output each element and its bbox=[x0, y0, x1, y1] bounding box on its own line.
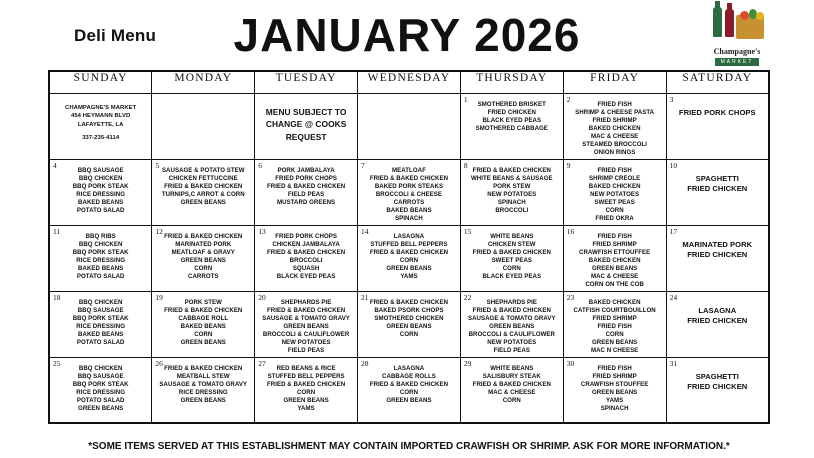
menu-item: STUFFED BELL PEPPERS bbox=[267, 372, 345, 380]
menu-item-list bbox=[152, 292, 254, 347]
day-number: 7 bbox=[361, 160, 365, 170]
menu-item: YAMS bbox=[606, 396, 624, 404]
calendar-day-cell bbox=[358, 225, 461, 291]
menu-item: CORN bbox=[502, 396, 521, 404]
menu-item: FRIED PORK CHOPS bbox=[678, 107, 756, 117]
menu-item: BROCCOLI & CHEESE bbox=[375, 190, 443, 198]
menu-item: BAKED BEANS bbox=[78, 198, 124, 206]
menu-item: BAKED PORK STEAKS bbox=[374, 182, 444, 190]
menu-item: FRIED SHRIMP bbox=[592, 372, 637, 380]
menu-item: BAKED CHICKEN bbox=[588, 124, 641, 132]
menu-item: LASAGNA bbox=[393, 364, 425, 372]
menu-item-list bbox=[667, 226, 768, 261]
menu-item-list bbox=[358, 160, 460, 223]
month-title: JANUARY 2026 bbox=[233, 9, 581, 61]
calendar-day-cell bbox=[358, 93, 461, 159]
calendar-week-row bbox=[49, 93, 769, 159]
day-number: 2 bbox=[566, 94, 571, 104]
menu-item: GREEN BEANS bbox=[386, 396, 432, 404]
menu-item: FRIED FISH bbox=[597, 322, 632, 330]
calendar-day-cell bbox=[255, 225, 358, 291]
calendar-day-cell bbox=[563, 159, 666, 225]
menu-item: BAKED BEANS bbox=[180, 322, 226, 330]
menu-item-list bbox=[564, 160, 666, 223]
day-number: 10 bbox=[669, 160, 678, 170]
logo-subtitle: MARKET bbox=[715, 58, 760, 66]
menu-item: SAUSAGE & TOMATO GRAVY bbox=[467, 314, 556, 322]
menu-item: FIELD PEAS bbox=[287, 190, 325, 198]
calendar-week-row bbox=[49, 159, 769, 225]
menu-item: SPINACH bbox=[497, 198, 526, 206]
menu-item: GREEN BEANS bbox=[180, 396, 226, 404]
menu-item: BBQ PORK STEAK bbox=[72, 380, 129, 388]
menu-item: CHICKEN JAMBALAYA bbox=[272, 240, 340, 248]
menu-item: FRIED & BAKED CHICKEN bbox=[164, 306, 243, 314]
menu-item: CRAWFISH ETTOUFFEE bbox=[579, 248, 651, 256]
day-number: 16 bbox=[566, 226, 575, 236]
day-number: 15 bbox=[463, 226, 472, 236]
menu-item-list bbox=[50, 358, 151, 413]
calendar-day-cell bbox=[460, 93, 563, 159]
menu-item-list bbox=[152, 94, 254, 101]
day-number: 31 bbox=[669, 358, 678, 368]
menu-item: RICE DRESSING bbox=[76, 388, 126, 396]
menu-item: CORN bbox=[399, 388, 419, 396]
calendar-day-cell bbox=[49, 159, 152, 225]
menu-item: RICE DRESSING bbox=[76, 256, 126, 264]
menu-item-list bbox=[50, 226, 151, 281]
menu-item: SAUSAGE & TOMATO GRAVY bbox=[159, 380, 248, 388]
calendar-week-row bbox=[49, 225, 769, 291]
menu-item: FIELD PEAS bbox=[493, 346, 530, 354]
menu-item-list bbox=[667, 358, 768, 393]
menu-item: NEW POTATOES bbox=[590, 190, 640, 198]
menu-item: BAKED BEANS bbox=[78, 264, 124, 272]
day-number: 26 bbox=[155, 358, 163, 368]
menu-item: GREEN BEANS bbox=[592, 338, 638, 346]
menu-item: PORK JAMBALAYA bbox=[277, 166, 335, 174]
calendar-day-cell bbox=[152, 225, 255, 291]
menu-item-list bbox=[564, 358, 666, 413]
menu-item: GREEN BEANS bbox=[78, 404, 124, 412]
menu-item: RED BEANS & RICE bbox=[276, 364, 336, 372]
menu-item: SPAGHETTI bbox=[695, 173, 739, 183]
day-number: 12 bbox=[155, 226, 163, 236]
menu-item: CARROTS bbox=[393, 198, 425, 206]
menu-item: FRIED FISH bbox=[597, 166, 632, 174]
menu-item: BROCCOLI bbox=[495, 206, 529, 214]
menu-item: FRIED & BAKED CHICKEN bbox=[369, 174, 449, 182]
day-number: 17 bbox=[669, 226, 678, 236]
menu-item: CORN bbox=[194, 264, 213, 272]
menu-item: MARINATED PORK bbox=[682, 239, 753, 249]
menu-item: FRIED CHICKEN bbox=[687, 249, 748, 259]
menu-item: NEW POTATOES bbox=[487, 190, 537, 198]
menu-item: FRIED CHICKEN bbox=[487, 108, 536, 116]
calendar-week-row bbox=[49, 291, 769, 357]
calendar-body bbox=[49, 93, 769, 423]
menu-item: FRIED & BAKED CHICKEN bbox=[369, 248, 449, 256]
menu-item: FRIED SHRIMP bbox=[592, 314, 637, 322]
menu-item: SHRIMP CREOLE bbox=[588, 174, 641, 182]
menu-item: MAC & CHEESE bbox=[590, 132, 639, 140]
menu-item-list bbox=[461, 358, 563, 405]
day-number: 13 bbox=[258, 226, 266, 236]
day-number: 23 bbox=[566, 292, 575, 302]
day-number: 30 bbox=[566, 358, 575, 368]
menu-item-list bbox=[50, 292, 151, 347]
menu-item: BLACK EYED PEAS bbox=[276, 272, 336, 280]
calendar-day-cell bbox=[49, 225, 152, 291]
calendar-day-cell bbox=[255, 159, 358, 225]
menu-item: LASAGNA bbox=[393, 232, 425, 240]
menu-item: FRIED PORK CHOPS bbox=[275, 232, 337, 240]
calendar-day-cell bbox=[358, 291, 461, 357]
menu-item: SMOTHERED BRISKET bbox=[477, 100, 546, 108]
menu-item: RICE DRESSING bbox=[76, 322, 126, 330]
menu-item: BROCCOLI bbox=[289, 256, 323, 264]
menu-item: WHITE BEANS bbox=[490, 232, 534, 240]
menu-item-list bbox=[667, 160, 768, 195]
menu-item: SWEET PEAS bbox=[491, 256, 533, 264]
calendar-day-cell bbox=[49, 291, 152, 357]
menu-item: PORK STEW bbox=[184, 298, 222, 306]
menu-item: MARINATED PORK bbox=[175, 240, 232, 248]
day-header-sunday: SUNDAY bbox=[49, 71, 152, 93]
day-header-tuesday: TUESDAY bbox=[255, 71, 358, 93]
menu-item: NEW POTATOES bbox=[281, 338, 331, 346]
calendar-day-cell bbox=[563, 93, 666, 159]
menu-item: BBQ PORK STEAK bbox=[72, 314, 129, 322]
tomato-icon bbox=[740, 11, 749, 20]
menu-item: SWEET PEAS bbox=[594, 198, 635, 206]
menu-item: FRIED & BAKED CHICKEN bbox=[472, 248, 551, 256]
menu-item: 337-235-4114 bbox=[82, 135, 120, 142]
menu-item-list bbox=[152, 226, 254, 281]
wine-bottle-icon bbox=[713, 7, 722, 37]
day-number: 28 bbox=[361, 358, 369, 368]
menu-item-list bbox=[152, 160, 254, 207]
menu-item: 454 HEYMANN BLVD bbox=[71, 113, 131, 120]
allergen-notice: *SOME ITEMS SERVED AT THIS ESTABLISHMENT MAY CONTAIN IMPORTED CRAWFISH OR SHRIMP. ASK FOR MORE INFORMATION.* bbox=[88, 441, 730, 452]
calendar-day-cell bbox=[666, 357, 769, 423]
calendar-day-cell bbox=[358, 159, 461, 225]
day-number: 3 bbox=[669, 94, 674, 104]
menu-item-list bbox=[255, 358, 357, 413]
day-header-wednesday: WEDNESDAY bbox=[358, 71, 461, 93]
menu-item: BBQ CHICKEN bbox=[78, 240, 123, 248]
menu-item: BLACK EYED PEAS bbox=[482, 116, 542, 124]
calendar-day-cell bbox=[563, 225, 666, 291]
menu-item: GREEN BEANS bbox=[592, 388, 638, 396]
champagnes-market-logo bbox=[694, 6, 780, 66]
day-number: 22 bbox=[463, 292, 472, 302]
day-number: 25 bbox=[53, 358, 61, 368]
menu-item: BBQ RIBS bbox=[85, 232, 116, 240]
menu-item: FRIED FISH bbox=[597, 364, 632, 372]
day-number: 27 bbox=[258, 358, 266, 368]
menu-item: BAKED CHICKEN bbox=[588, 298, 641, 306]
menu-item: CORN bbox=[194, 330, 213, 338]
menu-item: BAKED BEANS bbox=[386, 206, 432, 214]
menu-item-list bbox=[358, 226, 460, 281]
day-number: 11 bbox=[53, 226, 61, 236]
menu-item: POTATO SALAD bbox=[76, 338, 125, 346]
menu-item-list bbox=[461, 94, 563, 133]
menu-item: MAC & CHEESE bbox=[590, 272, 639, 280]
calendar-week-row bbox=[49, 357, 769, 423]
menu-item: SMOTHERED CABBAGE bbox=[475, 124, 548, 132]
menu-item: FRIED & BAKED CHICKEN bbox=[266, 306, 346, 314]
menu-item: ONION RINGS bbox=[593, 148, 636, 156]
menu-item: YAMS bbox=[400, 272, 418, 280]
menu-item: GREEN BEANS bbox=[180, 256, 226, 264]
menu-item-list bbox=[50, 160, 151, 215]
day-number: 14 bbox=[361, 226, 369, 236]
calendar-day-cell bbox=[666, 159, 769, 225]
page-header bbox=[0, 0, 814, 68]
menu-item: CARROTS bbox=[188, 272, 219, 280]
menu-item: MEATBALL STEW bbox=[176, 372, 230, 380]
menu-item-list bbox=[255, 292, 357, 355]
menu-item: CABBAGE ROLL bbox=[178, 314, 229, 322]
menu-item-list bbox=[564, 94, 666, 157]
day-header-friday: FRIDAY bbox=[563, 71, 666, 93]
menu-item-list bbox=[50, 94, 151, 143]
day-number: 29 bbox=[463, 358, 472, 368]
menu-item: WHITE BEANS bbox=[490, 364, 534, 372]
menu-item: CHICKEN FETTUCCINE bbox=[168, 174, 238, 182]
menu-item-list bbox=[461, 226, 563, 281]
menu-item: SAUSAGE & TOMATO GRAVY bbox=[262, 314, 350, 322]
menu-item: FRIED & BAKED CHICKEN bbox=[164, 364, 243, 372]
menu-item: FRIED & BAKED CHICKEN bbox=[369, 298, 449, 306]
menu-item: GREEN BEANS bbox=[386, 264, 432, 272]
menu-item: TURNIPS,C ARROT & CORN bbox=[161, 190, 245, 198]
calendar-day-cell bbox=[152, 291, 255, 357]
day-number: 21 bbox=[361, 292, 369, 302]
menu-item: MAC & CHEESE bbox=[488, 388, 536, 396]
calendar-day-cell bbox=[152, 357, 255, 423]
menu-item: PORK STEW bbox=[493, 182, 531, 190]
day-number: 6 bbox=[258, 160, 262, 170]
menu-item: BROCCOLI & CAULIFLOWER bbox=[468, 330, 555, 338]
menu-item: FRIED & BAKED CHICKEN bbox=[472, 306, 551, 314]
day-number: 1 bbox=[463, 94, 468, 104]
menu-item: FRIED PORK CHOPS bbox=[275, 174, 337, 182]
calendar-day-cell bbox=[563, 291, 666, 357]
menu-item: BBQ PORK STEAK bbox=[72, 182, 129, 190]
day-number: 5 bbox=[155, 160, 160, 170]
menu-item: BROCCOLI & CAULIFLOWER bbox=[262, 330, 350, 338]
calendar-day-cell bbox=[152, 159, 255, 225]
day-header-saturday: SATURDAY bbox=[666, 71, 769, 93]
menu-item-list bbox=[358, 292, 460, 339]
menu-item: STUFFED BELL PEPPERS bbox=[370, 240, 448, 248]
menu-item: RICE DRESSING bbox=[76, 190, 126, 198]
menu-item: POTATO SALAD bbox=[76, 396, 125, 404]
menu-item: MAC N CHEESE bbox=[590, 346, 639, 354]
menu-item: SPAGHETTI bbox=[695, 371, 739, 381]
menu-item: POTATO SALAD bbox=[76, 272, 125, 280]
calendar-day-cell bbox=[666, 93, 769, 159]
menu-item: FRIED CHICKEN bbox=[687, 183, 748, 193]
menu-item: BBQ SAUSAGE bbox=[77, 306, 124, 314]
menu-item: MEATLOAF & GRAVY bbox=[171, 248, 235, 256]
menu-item-list bbox=[255, 94, 357, 144]
day-number: 18 bbox=[53, 292, 61, 302]
menu-item: SPINACH bbox=[600, 404, 629, 412]
menu-item: LASAGNA bbox=[698, 305, 737, 315]
menu-item: FRIED & BAKED CHICKEN bbox=[369, 380, 449, 388]
menu-item: FRIED & BAKED CHICKEN bbox=[266, 248, 346, 256]
menu-item: BBQ PORK STEAK bbox=[72, 248, 129, 256]
menu-item-list bbox=[152, 358, 254, 405]
menu-item: BAKED CHICKEN bbox=[588, 256, 641, 264]
logo-artwork-icon bbox=[696, 7, 778, 47]
day-number: 19 bbox=[155, 292, 163, 302]
menu-item: BAKED CHICKEN bbox=[588, 182, 641, 190]
menu-item: YAMS bbox=[297, 404, 315, 412]
day-number: 9 bbox=[566, 160, 571, 170]
calendar-day-cell bbox=[49, 357, 152, 423]
menu-item: RICE DRESSING bbox=[178, 388, 228, 396]
calendar-table bbox=[48, 70, 770, 424]
menu-item-list bbox=[461, 160, 563, 215]
menu-item: FIELD PEAS bbox=[287, 346, 325, 354]
menu-item: BBQ CHICKEN bbox=[78, 364, 123, 372]
menu-item: BAKED BEANS bbox=[78, 330, 124, 338]
menu-item: FRIED CHICKEN bbox=[687, 315, 748, 325]
day-header-thursday: THURSDAY bbox=[460, 71, 563, 93]
calendar-day-cell bbox=[563, 357, 666, 423]
menu-item: FRIED FISH bbox=[597, 100, 632, 108]
calendar-day-cell bbox=[255, 291, 358, 357]
menu-item: POTATO SALAD bbox=[76, 206, 125, 214]
menu-item-list bbox=[667, 94, 768, 118]
calendar-day-cell bbox=[255, 357, 358, 423]
menu-item: FRIED & BAKED CHICKEN bbox=[164, 232, 243, 240]
menu-item: SQUASH bbox=[292, 264, 320, 272]
calendar-day-cell bbox=[460, 159, 563, 225]
menu-item-list bbox=[358, 358, 460, 405]
menu-item: CHICKEN STEW bbox=[487, 240, 536, 248]
menu-item: GREEN BEANS bbox=[592, 264, 638, 272]
day-number: 24 bbox=[669, 292, 678, 302]
menu-item: BBQ SAUSAGE bbox=[77, 372, 124, 380]
menu-item: NEW POTATOES bbox=[487, 338, 537, 346]
menu-item: FRIED OKRA bbox=[595, 214, 634, 222]
menu-item: CORN bbox=[399, 330, 419, 338]
menu-item-list bbox=[564, 292, 666, 355]
menu-item: FRIED SHRIMP bbox=[592, 240, 637, 248]
day-header-monday: MONDAY bbox=[152, 71, 255, 93]
calendar-day-cell bbox=[460, 357, 563, 423]
menu-item: BBQ SAUSAGE bbox=[77, 166, 124, 174]
menu-item: SHRIMP & CHEESE PASTA bbox=[575, 108, 655, 116]
menu-item: CORN bbox=[605, 330, 624, 338]
menu-item: MEATLOAF bbox=[392, 166, 426, 174]
calendar-day-cell bbox=[255, 93, 358, 159]
menu-item: MUSTARD GREENS bbox=[277, 198, 336, 206]
menu-item: SMOTHERED CHICKEN bbox=[374, 314, 444, 322]
menu-item: FRIED & BAKED CHICKEN bbox=[266, 182, 346, 190]
menu-item: CABBAGE ROLLS bbox=[382, 372, 436, 380]
day-number: 8 bbox=[463, 160, 468, 170]
menu-item: FRIED & BAKED CHICKEN bbox=[164, 182, 243, 190]
menu-item: CHAMPAGNE'S MARKET bbox=[65, 104, 137, 111]
menu-item: CRAWFISH STOUFFEE bbox=[580, 380, 649, 388]
menu-item: FRIED & BAKED CHICKEN bbox=[266, 380, 346, 388]
menu-item: GREEN BEANS bbox=[283, 322, 329, 330]
menu-item: FRIED & BAKED CHICKEN bbox=[472, 166, 551, 174]
logo-name: Champagne's bbox=[713, 46, 761, 56]
menu-item: SALISBURY STEAK bbox=[482, 372, 541, 380]
menu-item: SHEPHARDS PIE bbox=[486, 298, 538, 306]
menu-item: BLACK EYED PEAS bbox=[482, 272, 542, 280]
deli-menu-title: Deli Menu bbox=[74, 26, 157, 45]
menu-item: SHEPHARDS PIE bbox=[280, 298, 332, 306]
day-number: 4 bbox=[53, 160, 57, 170]
menu-item-list bbox=[255, 160, 357, 207]
menu-item: GREEN BEANS bbox=[386, 322, 432, 330]
calendar-day-cell bbox=[49, 93, 152, 159]
menu-item: CORN bbox=[297, 388, 316, 396]
menu-item: GREEN BEANS bbox=[489, 322, 535, 330]
menu-item: CATFISH COURTBOUILLON bbox=[573, 306, 656, 314]
menu-item: CHANGE @ COOKS bbox=[265, 119, 347, 130]
lemon-icon bbox=[756, 12, 764, 20]
menu-item: MENU SUBJECT TO bbox=[265, 106, 347, 117]
menu-item: BAKED PSORK CHOPS bbox=[374, 306, 444, 314]
calendar-day-cell bbox=[460, 225, 563, 291]
calendar-day-cell bbox=[666, 225, 769, 291]
menu-item: GREEN BEANS bbox=[180, 338, 226, 346]
calendar-day-cell bbox=[152, 93, 255, 159]
menu-item: REQUEST bbox=[285, 131, 327, 142]
menu-item-list bbox=[358, 94, 460, 101]
menu-item: GREEN BEANS bbox=[283, 396, 329, 404]
menu-item: SAUSAGE & POTATO STEW bbox=[161, 166, 245, 174]
menu-item-list bbox=[564, 226, 666, 289]
calendar-header-row bbox=[49, 71, 769, 93]
menu-item: CORN bbox=[605, 206, 624, 214]
day-number: 20 bbox=[258, 292, 266, 302]
menu-item: CORN bbox=[502, 264, 521, 272]
menu-item-list bbox=[667, 292, 768, 327]
menu-item: FRIED SHRIMP bbox=[592, 116, 637, 124]
menu-item: FRIED CHICKEN bbox=[687, 381, 748, 391]
menu-item: WHITE BEANS & SAUSAGE bbox=[470, 174, 553, 182]
menu-item: GREEN BEANS bbox=[180, 198, 226, 206]
menu-item: CORN ON THE COB bbox=[585, 280, 644, 288]
menu-item: SPINACH bbox=[395, 214, 423, 222]
calendar-day-cell bbox=[666, 291, 769, 357]
menu-item: FRIED FISH bbox=[597, 232, 632, 240]
menu-item-list bbox=[461, 292, 563, 355]
calendar-day-cell bbox=[460, 291, 563, 357]
menu-item: FRIED & BAKED CHICKEN bbox=[472, 380, 551, 388]
menu-item: STEAMED BROCCOLI bbox=[582, 140, 648, 148]
menu-item: BBQ CHICKEN bbox=[78, 298, 123, 306]
menu-item-list bbox=[255, 226, 357, 281]
menu-item: BBQ CHICKEN bbox=[78, 174, 123, 182]
calendar-day-cell bbox=[358, 357, 461, 423]
menu-item: LAFAYETTE, LA bbox=[77, 122, 124, 129]
wine-bottle-red-icon bbox=[725, 9, 734, 37]
menu-item: CORN bbox=[399, 256, 419, 264]
